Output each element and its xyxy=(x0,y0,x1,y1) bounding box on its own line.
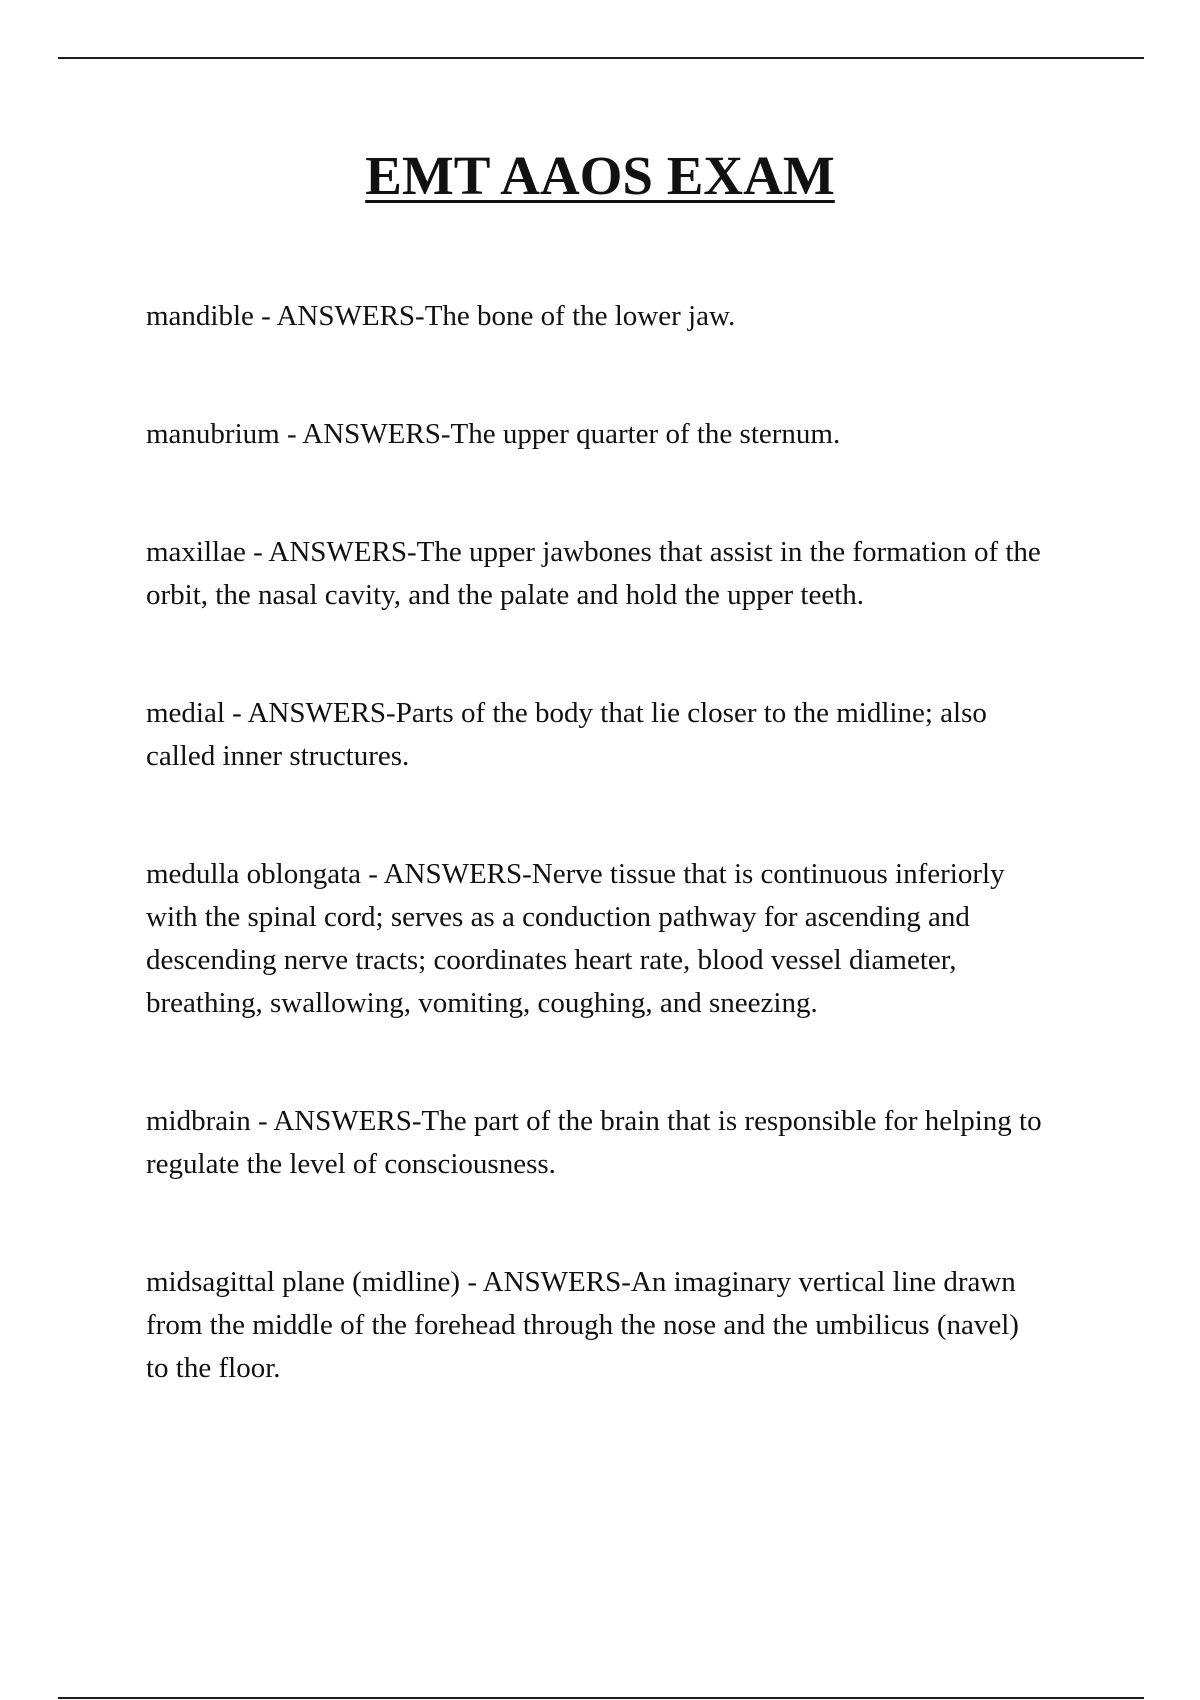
entry-midbrain: midbrain - ANSWERS-The part of the brain that is responsible for helping to regulate the level of consciousness. xyxy=(146,1105,1042,1180)
footer-rule xyxy=(58,1697,1144,1699)
document-title-text: EMT AAOS EXAM xyxy=(365,145,835,206)
entry-maxillae: maxillae - ANSWERS-The upper jawbones that assist in the formation of the orbit, the nasal cavity, and the palate and hold the upper teeth. xyxy=(146,536,1041,611)
entry-midsagittal-plane: midsagittal plane (midline) - ANSWERS-An imaginary vertical line drawn from the middle of the forehead through the nose and the umbilicus (navel) to the floor. xyxy=(146,1266,1019,1384)
entry-manubrium: manubrium - ANSWERS-The upper quarter of the sternum. xyxy=(146,418,841,450)
entry-mandible: mandible - ANSWERS-The bone of the lower jaw. xyxy=(146,300,736,332)
document-title xyxy=(0,146,1200,207)
entry-medial: medial - ANSWERS-Parts of the body that lie closer to the midline; also called inner structures. xyxy=(146,697,987,772)
header-rule xyxy=(58,57,1144,59)
entry-medulla-oblongata: medulla oblongata - ANSWERS-Nerve tissue that is continuous inferiorly with the spinal cord; serves as a conduction pathway for ascending and descending nerve tracts; coordinates heart rate, blood vessel diameter, breathing, swallowing, vomiting, coughing, and sneezing. xyxy=(146,858,1005,1019)
answer-list xyxy=(146,295,1046,1465)
